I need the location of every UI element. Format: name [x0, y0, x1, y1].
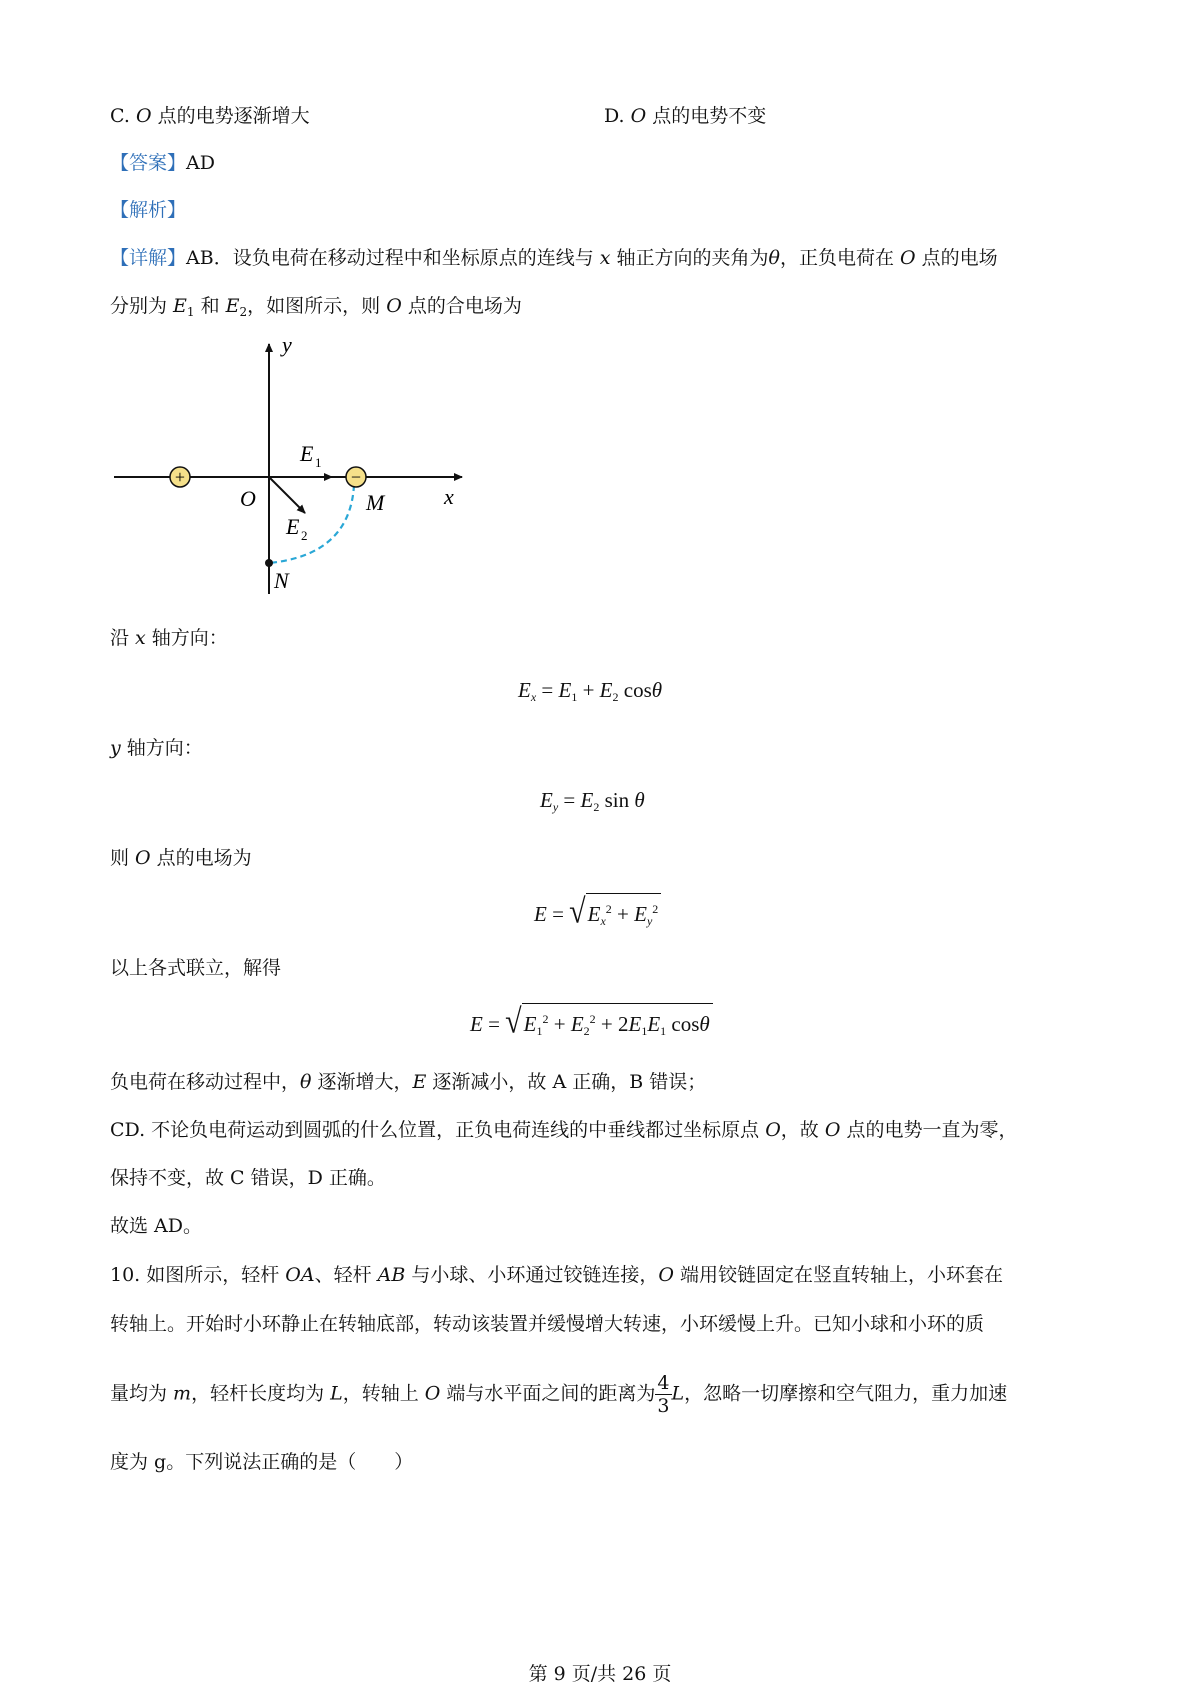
conclusion-ab: 负电荷在移动过程中，θ 逐渐增大，E 逐渐减小，故 A 正确，B 错误； — [110, 1071, 707, 1093]
q10-line-1: 10. 如图所示，轻杆 OA、轻杆 AB 与小球、小环通过铰链连接，O 端用铰链固定在竖直转轴上，小环套在 — [110, 1264, 1004, 1286]
answer-tag: 【答案】 — [110, 152, 187, 174]
detail-tag: 【详解】 — [110, 247, 187, 269]
choose-line: 故选 AD。 — [110, 1215, 202, 1237]
m-label: M — [366, 490, 385, 515]
fraction-4-3: $\frac{4}{3}$ — [657, 1372, 670, 1417]
q10-line-2: 转轴上。开始时小环静止在转轴底部，转动该装置并缓慢增大转速，小环缓慢上升。已知小球和小环的质 — [110, 1313, 985, 1335]
along-prefix: 沿 — [110, 627, 136, 649]
point-o: O — [630, 105, 647, 127]
o-label: O — [240, 486, 256, 511]
detail-line-1: 【详解】AB．设负电荷在移动过程中和坐标原点的连线与 x 轴正方向的夹角为θ，正负电荷在 O 点的电场 — [110, 247, 998, 269]
svg-text:2: 2 — [301, 528, 308, 543]
radical-icon: √ — [505, 1002, 522, 1041]
point-n-dot — [265, 559, 273, 567]
analysis-tag: 【解析】 — [110, 199, 187, 221]
point-o: O — [135, 105, 152, 127]
equation-final: $E = √E_1^2 + E_2^2 + 2E_1E_1$ cosθ — [470, 1003, 713, 1046]
detail-line-2: 分别为 $E_1$ 和 $E_2$，如图所示，则 O 点的合电场为 — [110, 295, 522, 319]
e1-label: E — [300, 441, 314, 466]
option-d: D. O 点的电势不变 — [604, 105, 767, 127]
then-line: 则 O 点的电场为 — [110, 847, 252, 869]
x-label: x — [444, 484, 454, 509]
svg-text:+: + — [174, 467, 186, 487]
svg-text:−: − — [350, 467, 362, 487]
field-diagram — [100, 330, 480, 600]
along-y-line: y 轴方向： — [110, 737, 203, 759]
cd-line-2: 保持不变，故 C 错误，D 正确。 — [110, 1167, 386, 1189]
combine-line: 以上各式联立，解得 — [110, 957, 282, 979]
q10-line-4: 度为 g。下列说法正确的是（ ） — [110, 1451, 414, 1473]
along-x-line: 沿 x 轴方向： — [110, 627, 228, 649]
svg-text:1: 1 — [315, 455, 322, 470]
radical-icon: √ — [569, 892, 586, 931]
arc-mn — [269, 485, 354, 563]
e2-label: E — [286, 514, 300, 539]
y-label: y — [282, 332, 292, 357]
page-footer: 第 9 页/共 26 页 — [528, 1663, 672, 1685]
option-c: C. O 点的电势逐渐增大 — [110, 105, 310, 127]
equation-e: $E = √E_x^2 + E_y^2$ — [534, 893, 661, 936]
answer-line — [110, 149, 215, 177]
answer-value: AD — [186, 152, 215, 174]
equation-ex: $E_x = E_1 + E_2$ cosθ — [518, 678, 663, 704]
analysis-line — [110, 196, 186, 224]
cd-line-1: CD. 不论负电荷运动到圆弧的什么位置，正负电荷连线的中垂线都过坐标原点 O，故 O 点的电势一直为零， — [110, 1119, 1018, 1141]
e2-arrow — [269, 477, 305, 513]
equation-ey: $E_y = E_2$ sin θ — [540, 788, 645, 814]
q10-line-3: 量均为 m，轻杆长度均为 L，转轴上 O 端与水平面之间的距离为 $\frac{4}{3}$ L，忽略一切摩擦和空气阻力，重力加速 — [110, 1372, 1008, 1417]
n-label: N — [274, 568, 289, 593]
